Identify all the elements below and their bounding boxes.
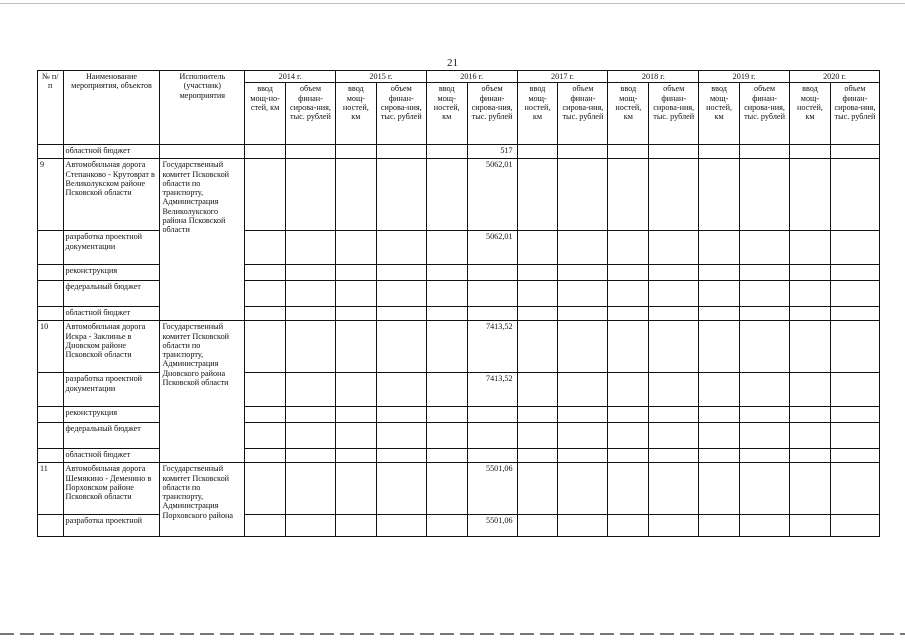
table-row xyxy=(38,321,880,373)
value-2016: 517 xyxy=(467,145,517,159)
object-name: Автомобильная дорога Шемякино - Деменино в Порховском районе Псковской области xyxy=(63,463,160,515)
header-year-2014: 2014 г. xyxy=(245,71,336,83)
row-name: разработка проектной документации xyxy=(63,231,160,265)
header-num: № п/п xyxy=(38,71,64,145)
header-sub-funding: объем финан-сирова-ния, тыс. рублей xyxy=(467,83,517,145)
header-sub-funding: объем финан-сирова-ния, тыс. рублей xyxy=(285,83,335,145)
row-number: 9 xyxy=(38,159,64,231)
row-name: федеральный бюджет xyxy=(63,281,160,307)
header-sub-funding: объем финан-сирова-ния, тыс. рублей xyxy=(649,83,699,145)
table-row xyxy=(38,463,880,515)
object-name: Автомобильная дорога Искра - Заклинье в Дновском районе Псковской области xyxy=(63,321,160,373)
row-name: федеральный бюджет xyxy=(63,423,160,449)
header-sub-funding: объем финан-сирова-ния, тыс. рублей xyxy=(830,83,879,145)
executor: Государственный комитет Псковской области по транспорту, Администрация Дновского района Псковской области xyxy=(160,321,245,463)
header-sub-capacity: ввод мощ-но-стей, км xyxy=(245,83,286,145)
row-number: 10 xyxy=(38,321,64,373)
value-2016: 5501,06 xyxy=(467,463,517,515)
scan-edge-bottom xyxy=(0,633,905,635)
header-year-2015: 2015 г. xyxy=(335,71,426,83)
row-name: разработка проектной xyxy=(63,515,160,537)
header-sub-funding: объем финан-сирова-ния, тыс. рублей xyxy=(376,83,426,145)
row-name: областной бюджет xyxy=(63,307,160,321)
header-sub-capacity: ввод мощ-ностей, км xyxy=(790,83,831,145)
value-2016: 7413,52 xyxy=(467,321,517,373)
executor: Государственный комитет Псковской области по транспорту, Администрация Великолукского района Псковской области xyxy=(160,159,245,321)
header-sub-capacity: ввод мощ-ностей, км xyxy=(699,83,740,145)
row-name: реконструкция xyxy=(63,265,160,281)
header-sub-capacity: ввод мощ-ностей, км xyxy=(335,83,376,145)
value-2016: 5062,01 xyxy=(467,159,517,231)
value-2016: 5501,06 xyxy=(467,515,517,537)
header-year-2019: 2019 г. xyxy=(699,71,790,83)
table-row xyxy=(38,159,880,231)
row-name: разработка проектной документации xyxy=(63,373,160,407)
program-table xyxy=(37,70,880,537)
header-name: Наименование мероприятия, объектов xyxy=(63,71,160,145)
header-year-2018: 2018 г. xyxy=(608,71,699,83)
row-name: реконструкция xyxy=(63,407,160,423)
header-sub-capacity: ввод мощ-ностей, км xyxy=(608,83,649,145)
object-name: Автомобильная дорога Степанково - Крутоврат в Великолукском районе Псковской области xyxy=(63,159,160,231)
row-number: 11 xyxy=(38,463,64,515)
value-2016: 5062,01 xyxy=(467,231,517,265)
header-year-2017: 2017 г. xyxy=(517,71,608,83)
row-name: областной бюджет xyxy=(63,145,160,159)
row-name: областной бюджет xyxy=(63,449,160,463)
header-sub-funding: объем финан-сирова-ния, тыс. рублей xyxy=(740,83,790,145)
header-year-2020: 2020 г. xyxy=(790,71,880,83)
table-row xyxy=(38,145,880,159)
header-sub-funding: объем финан-сирова-ния, тыс. рублей xyxy=(558,83,608,145)
header-sub-capacity: ввод мощ-ностей, км xyxy=(426,83,467,145)
scan-edge-top xyxy=(0,3,905,4)
page-number: 21 xyxy=(447,57,458,69)
executor: Государственный комитет Псковской области по транспорту, Администрация Порховского района xyxy=(160,463,245,537)
header-sub-capacity: ввод мощ-ностей, км xyxy=(517,83,558,145)
header-executor: Исполнитель (участник) мероприятия xyxy=(160,71,245,145)
header-year-2016: 2016 г. xyxy=(426,71,517,83)
value-2016: 7413,52 xyxy=(467,373,517,407)
